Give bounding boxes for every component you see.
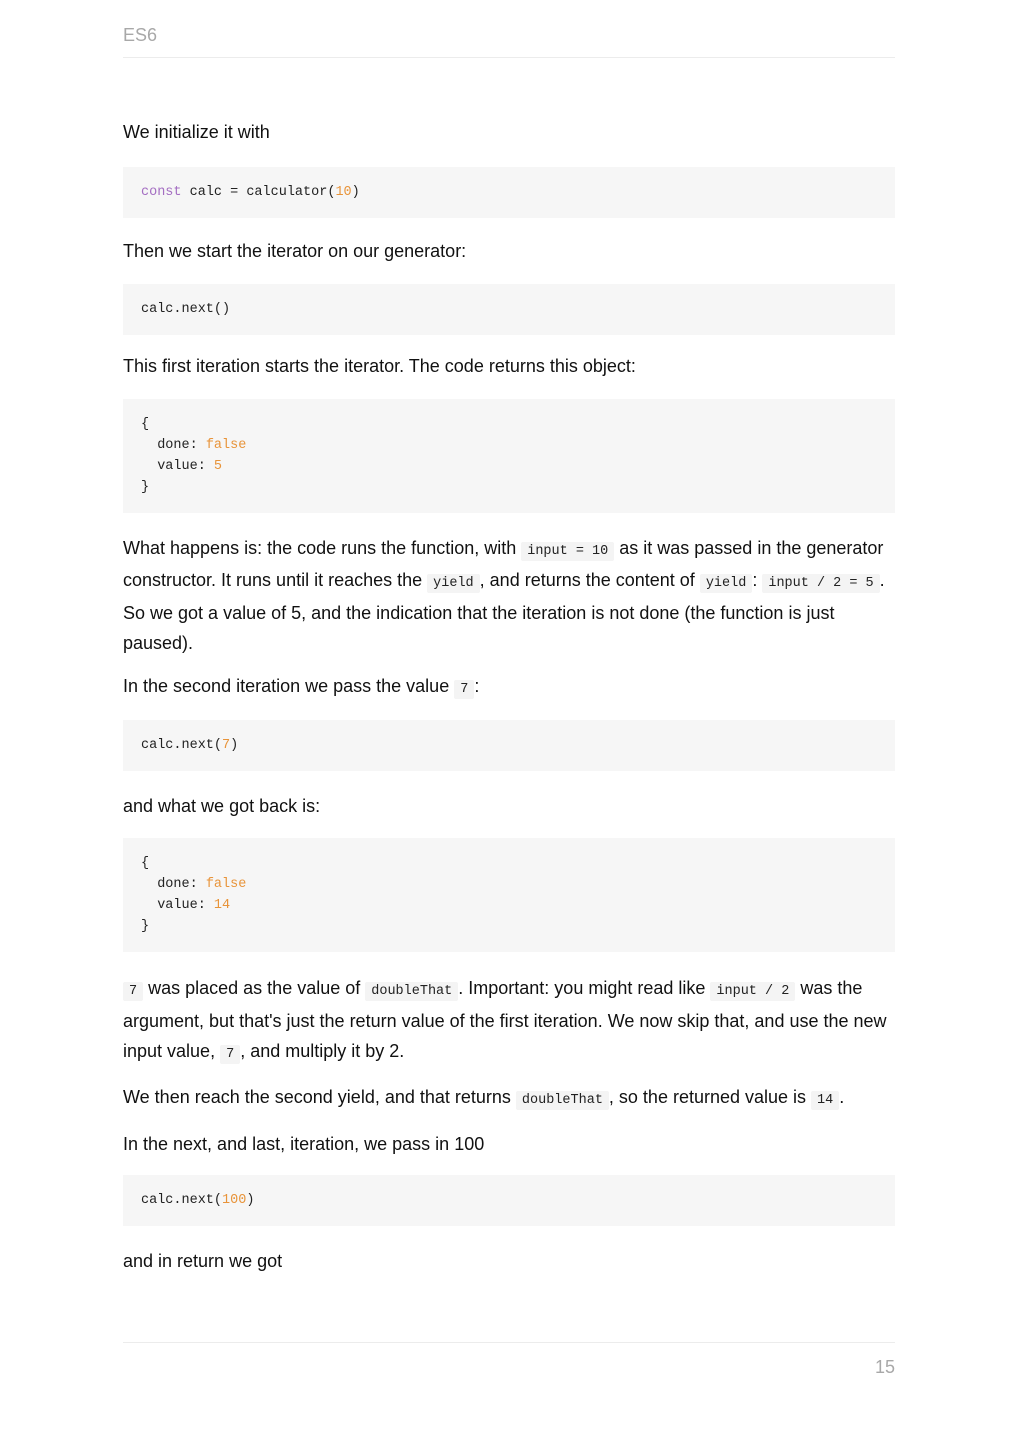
code-boolean: false bbox=[205, 437, 247, 453]
code-number: 10 bbox=[335, 184, 352, 200]
code-block bbox=[123, 720, 895, 771]
inline-code: 7 bbox=[123, 982, 143, 1001]
page-header: ES6 bbox=[123, 24, 895, 58]
code-boolean: false bbox=[205, 877, 247, 893]
code-text: calc.next( bbox=[141, 1193, 223, 1209]
page-number: 15 bbox=[874, 1357, 895, 1377]
code-text: calc = calculator( bbox=[181, 184, 336, 200]
text-run: In the second iteration we pass the value bbox=[123, 676, 455, 697]
paragraph bbox=[123, 672, 895, 705]
code-text: ) bbox=[246, 1193, 255, 1209]
text-run: was placed as the value of bbox=[143, 978, 366, 999]
inline-code: input / 2 = 5 bbox=[762, 574, 879, 593]
text-run: . So we got a value of 5, and the indication that the iteration is not done (the function is just paused). bbox=[123, 570, 885, 653]
code-number: 7 bbox=[222, 737, 231, 753]
page-content bbox=[123, 118, 895, 1277]
code-block bbox=[123, 838, 895, 952]
paragraph bbox=[123, 1083, 895, 1116]
code-number: 5 bbox=[213, 458, 223, 474]
text-run: . Important: you might read like bbox=[458, 978, 711, 999]
inline-code: yield bbox=[427, 574, 480, 593]
paragraph: This first iteration starts the iterator. The code returns this object: bbox=[123, 356, 636, 377]
text-run: was the argument, but that's just the return value of the first iteration. We now skip that, and use the new input value, bbox=[123, 978, 887, 1061]
inline-code: 14 bbox=[811, 1091, 839, 1110]
text-run: , so the returned value is bbox=[608, 1087, 812, 1108]
text-run: , and multiply it by 2. bbox=[240, 1040, 405, 1061]
paragraph bbox=[123, 974, 895, 1069]
inline-code: doubleThat bbox=[516, 1091, 609, 1110]
code-block bbox=[123, 167, 895, 218]
code-text: done: bbox=[141, 877, 206, 893]
code-text: calc.next( bbox=[141, 737, 223, 753]
paragraph: We initialize it with bbox=[123, 122, 270, 142]
code-text: { bbox=[141, 416, 150, 432]
paragraph: Then we start the iterator on our generator: bbox=[123, 240, 467, 261]
code-number: 14 bbox=[213, 898, 231, 914]
code-block bbox=[123, 1175, 895, 1226]
code-text: { bbox=[141, 856, 150, 872]
code-number: 100 bbox=[222, 1193, 247, 1209]
code-text: } bbox=[141, 919, 150, 935]
inline-code: yield bbox=[700, 574, 753, 593]
inline-code: doubleThat bbox=[365, 982, 458, 1001]
code-text: ) bbox=[351, 184, 360, 200]
inline-code: 7 bbox=[220, 1045, 240, 1064]
code-text: calc.next() bbox=[141, 302, 231, 318]
code-text: ) bbox=[230, 737, 239, 753]
text-run: : bbox=[474, 676, 480, 697]
text-run: : bbox=[752, 570, 763, 591]
code-block bbox=[123, 284, 895, 335]
paragraph: In the next, and last, iteration, we pass in 100 bbox=[123, 1133, 485, 1154]
text-run: as it was passed in the generator constructor. It runs until it reaches the bbox=[123, 537, 884, 591]
text-run: , and returns the content of bbox=[479, 570, 700, 591]
inline-code: 7 bbox=[454, 680, 474, 699]
code-text: done: bbox=[141, 437, 206, 453]
text-run: What happens is: the code runs the function, with bbox=[123, 537, 522, 558]
inline-code: input = 10 bbox=[521, 542, 614, 561]
paragraph bbox=[123, 534, 895, 658]
inline-code: input / 2 bbox=[710, 982, 795, 1001]
text-run: . bbox=[839, 1087, 845, 1108]
code-text: value: bbox=[141, 898, 214, 914]
code-block bbox=[123, 399, 895, 513]
text-run: We then reach the second yield, and that returns bbox=[123, 1087, 516, 1108]
paragraph: and what we got back is: bbox=[123, 795, 321, 816]
code-text: value: bbox=[141, 458, 214, 474]
paragraph: and in return we got bbox=[123, 1251, 283, 1272]
code-text: } bbox=[141, 479, 150, 495]
code-keyword: const bbox=[141, 184, 182, 200]
footer-divider bbox=[123, 1342, 895, 1343]
